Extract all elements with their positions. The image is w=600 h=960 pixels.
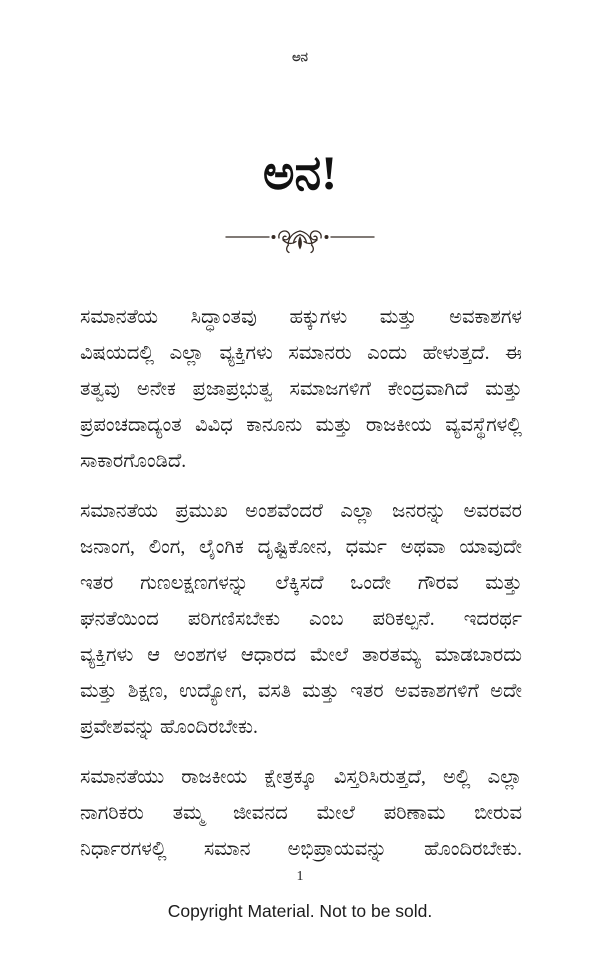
text-line: ಮತ್ತು ಶಿಕ್ಷಣ, ಉದ್ಯೋಗ, ವಸತಿ ಮತ್ತು ಇತರ ಅವಕಾಶಗಳಿಗೆ ಅದೇ	[80, 681, 522, 702]
text-line: ನಾಗರಿಕರು ತಮ್ಮ ಜೀವನದ ಮೇಲೆ ಪರಿಣಾಮ ಬೀರುವ	[80, 803, 522, 824]
text-line: ಸಮಾನತೆಯ ಸಿದ್ಧಾಂತವು ಹಕ್ಕುಗಳು ಮತ್ತು ಅವಕಾಶಗಳ	[80, 307, 522, 328]
text-line: ನಿರ್ಧಾರಗಳಲ್ಲಿ ಸಮಾನ ಅಭಿಪ್ರಾಯವನ್ನು ಹೊಂದಿರಬೇಕು.	[80, 839, 522, 860]
paragraph	[80, 494, 522, 746]
copyright-notice: Copyright Material. Not to be sold.	[167, 901, 433, 921]
text-line: ಪ್ರವೇಶವನ್ನು ಹೊಂದಿರಬೇಕು.	[80, 717, 258, 738]
body-text	[80, 300, 522, 882]
running-header: ಅನ	[292, 49, 308, 64]
text-line: ಇತರ ಗುಣಲಕ್ಷಣಗಳನ್ನು ಲೆಕ್ಕಿಸದೆ ಒಂದೇ ಗೌರವ ಮತ್ತು	[80, 573, 522, 594]
text-line: ವಿಷಯದಲ್ಲಿ ಎಲ್ಲಾ ವ್ಯಕ್ತಿಗಳು ಸಮಾನರು ಎಂದು ಹೇಳುತ್ತದೆ. ಈ	[80, 343, 522, 364]
text-line: ವ್ಯಕ್ತಿಗಳು ಆ ಅಂಶಗಳ ಆಧಾರದ ಮೇಲೆ ತಾರತಮ್ಯ ಮಾಡಬಾರದು	[80, 645, 522, 666]
text-line: ಸಾಕಾರಗೊಂಡಿದೆ.	[80, 451, 187, 472]
chapter-title: ಅನ!	[262, 147, 338, 200]
text-line: ಪ್ರಪಂಚದಾದ್ಯಂತ ವಿವಿಧ ಕಾನೂನು ಮತ್ತು ರಾಜಕೀಯ ವ್ಯವಸ್ಥೆಗಳಲ್ಲಿ	[80, 415, 522, 436]
text-line: ಜನಾಂಗ, ಲಿಂಗ, ಲೈಂಗಿಕ ದೃಷ್ಟಿಕೋನ, ಧರ್ಮ ಅಥವಾ ಯಾವುದೇ	[80, 537, 522, 558]
divider-ornament-icon	[225, 225, 375, 257]
text-line: ಘನತೆಯಿಂದ ಪರಿಗಣಿಸಬೇಕು ಎಂಬ ಪರಿಕಲ್ಪನೆ. ಇದರರ್ಥ	[80, 609, 522, 630]
paragraph	[80, 760, 522, 868]
text-line: ಸಮಾನತೆಯ ಪ್ರಮುಖ ಅಂಶವೆಂದರೆ ಎಲ್ಲಾ ಜನರನ್ನು ಅವರವರ	[80, 501, 522, 522]
text-line: ತತ್ವವು ಅನೇಕ ಪ್ರಜಾಪ್ರಭುತ್ವ ಸಮಾಜಗಳಿಗೆ ಕೇಂದ್ರವಾಗಿದೆ ಮತ್ತು	[80, 379, 522, 400]
paragraph	[80, 300, 522, 480]
page-number: 1	[296, 869, 304, 884]
text-line: ಸಮಾನತೆಯು ರಾಜಕೀಯ ಕ್ಷೇತ್ರಕ್ಕೂ ವಿಸ್ತರಿಸಿರುತ್ತದೆ, ಅಲ್ಲಿ ಎಲ್ಲಾ	[80, 767, 522, 788]
